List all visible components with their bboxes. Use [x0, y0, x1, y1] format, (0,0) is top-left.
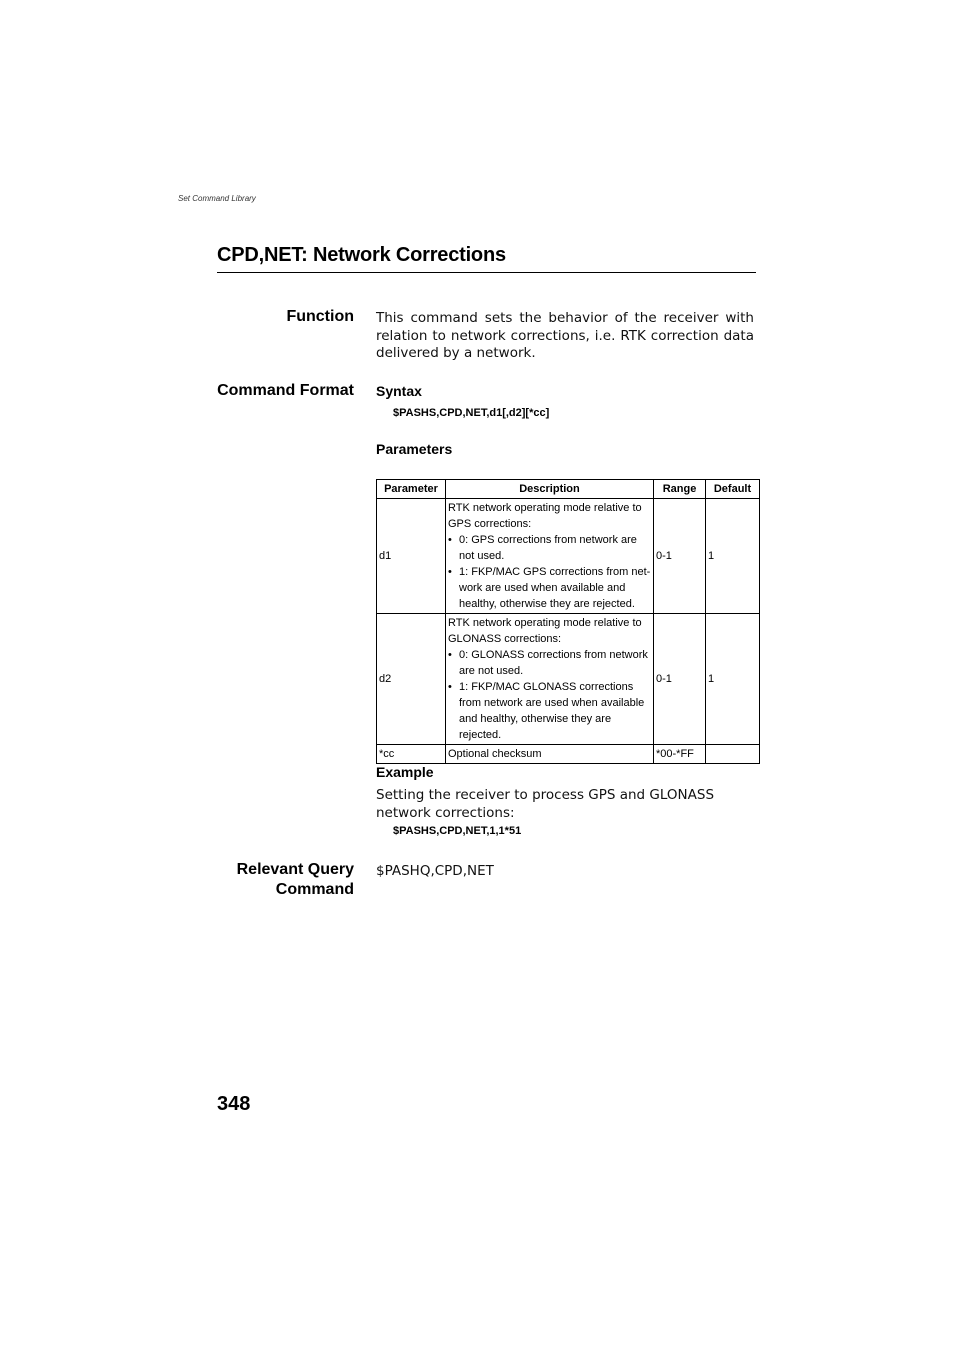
- relevant-query-heading: [184, 860, 354, 900]
- description-intro: RTK network operating mode relative to GPS corrections:: [448, 502, 642, 530]
- cell-range: 0-1: [654, 499, 706, 614]
- function-description: This command sets the behavior of the receiver with relation to network corrections, i.e. RTK correction data delivered by a network.: [376, 310, 754, 361]
- column-header-parameter: Parameter: [377, 480, 446, 499]
- description-bullets: [448, 532, 651, 612]
- cell-description: Optional checksum: [446, 745, 654, 764]
- relevant-query-command: $PASHQ,CPD,NET: [376, 863, 494, 879]
- cell-parameter: d2: [377, 614, 446, 745]
- syntax-heading: Syntax: [376, 383, 422, 399]
- cell-description: [446, 614, 654, 745]
- table-row: [377, 614, 760, 745]
- bullet-item: • 0: GLONASS corrections from network are not used.: [448, 647, 651, 679]
- title-divider: [217, 272, 756, 273]
- bullet-item: • 1: FKP/MAC GLONASS corrections from network are used when available and healthy, otherwise they are rejected.: [448, 679, 651, 743]
- example-heading: Example: [376, 764, 434, 780]
- cell-description: [446, 499, 654, 614]
- column-header-description: Description: [446, 480, 654, 499]
- function-heading: Function: [286, 308, 354, 325]
- parameters-heading: Parameters: [376, 441, 453, 457]
- column-header-range: Range: [654, 480, 706, 499]
- description-intro: RTK network operating mode relative to GLONASS corrections:: [448, 617, 642, 645]
- command-format-heading: Command Format: [217, 382, 354, 399]
- example-code: $PASHS,CPD,NET,1,1*51: [393, 825, 522, 837]
- table-row: [377, 499, 760, 614]
- description-bullets: [448, 647, 651, 743]
- page-number: 348: [217, 1093, 251, 1115]
- relevant-query-heading-line2: Command: [275, 881, 354, 898]
- bullet-item: • 1: FKP/MAC GPS corrections from net-work are used when available and healthy, otherwise they are rejected.: [448, 564, 651, 612]
- relevant-query-heading-line1: Relevant Query: [236, 861, 354, 878]
- cell-default: 1: [706, 499, 760, 614]
- page-title: CPD,NET: Network Corrections: [217, 244, 506, 266]
- cell-range: *00-*FF: [654, 745, 706, 764]
- cell-parameter: *cc: [377, 745, 446, 764]
- example-description: Setting the receiver to process GPS and GLONASS network corrections:: [376, 787, 715, 821]
- table-row: [377, 745, 760, 764]
- table-header-row: [377, 480, 760, 499]
- cell-parameter: d1: [377, 499, 446, 614]
- running-header: Set Command Library: [178, 194, 256, 203]
- cell-default: 1: [706, 614, 760, 745]
- cell-default: [706, 745, 760, 764]
- parameters-table: [376, 479, 760, 764]
- cell-range: 0-1: [654, 614, 706, 745]
- bullet-item: • 0: GPS corrections from network are not used.: [448, 532, 651, 564]
- column-header-default: Default: [706, 480, 760, 499]
- syntax-code: $PASHS,CPD,NET,d1[,d2][*cc]: [393, 407, 550, 419]
